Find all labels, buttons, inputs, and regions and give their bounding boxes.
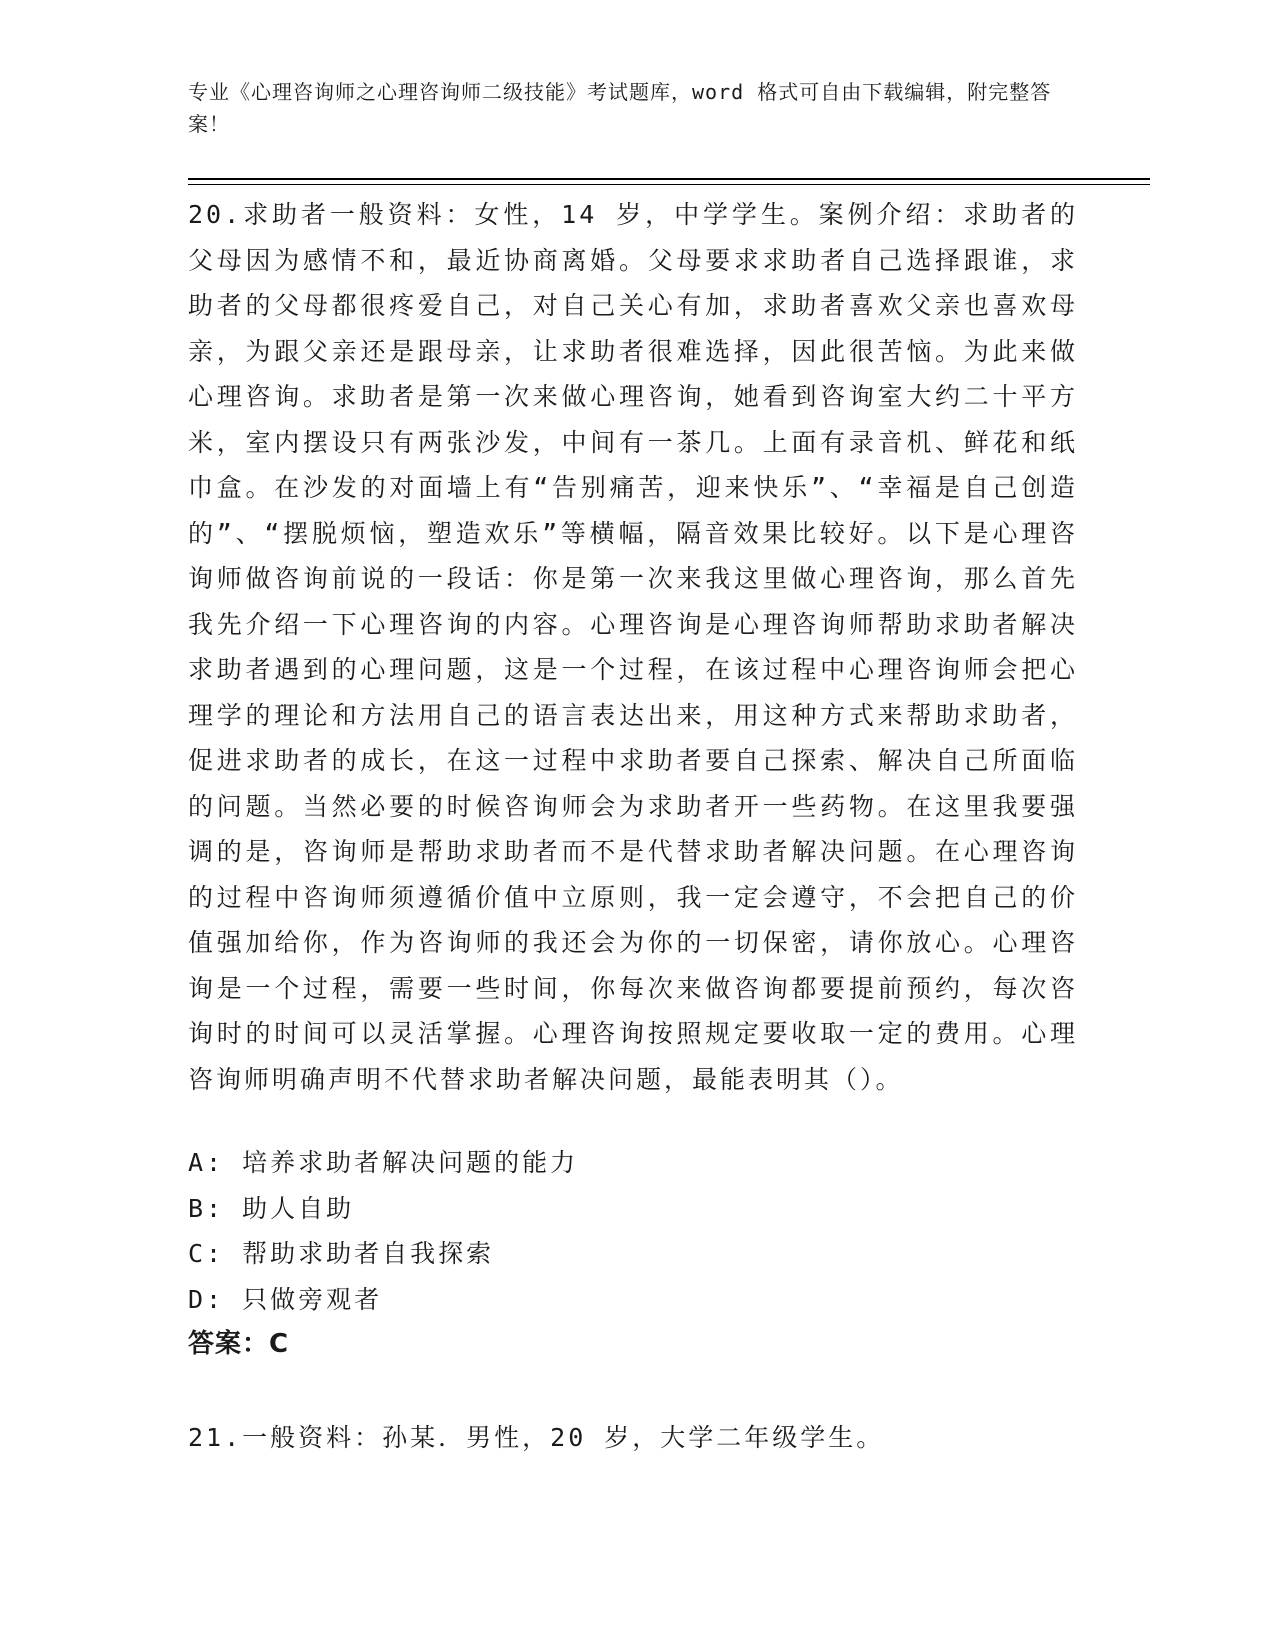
document-header: 专业《心理咨询师之心理咨询师二级技能》考试题库，word 格式可自由下载编辑，附完整答案！ xyxy=(188,80,1052,136)
question-20-answer: 答案：C xyxy=(188,1329,290,1359)
header-divider-thin xyxy=(188,184,1150,185)
option-d: D: 只做旁观者 xyxy=(188,1284,383,1314)
option-c: C: 帮助求助者自我探索 xyxy=(188,1239,495,1268)
option-a: A: 培养求助者解决问题的能力 xyxy=(188,1148,579,1177)
option-b: B: 助人自助 xyxy=(188,1193,355,1223)
header-divider-thick xyxy=(188,178,1150,180)
question-21-text: 21.一般资料：孙某．男性，20 岁，大学二年级学生。 xyxy=(188,1423,885,1452)
question-20-options xyxy=(188,1140,1078,1322)
question-20-text: 20.求助者一般资料：女性，14 岁，中学学生。案例介绍：求助者的父母因为感情不和，最近协商离婚。父母要求求助者自己选择跟谁，求助者的父母都很疼爱自己，对自己关心有加，求助者喜欢父亲也喜欢母亲，为跟父亲还是跟母亲，让求助者很难选择，因此很苦恼。为此来做心理咨询。求助者是第一次来做心理咨询，她看到咨询室大约二十平方米，室内摆设只有两张沙发，中间有一茶几。上面有录音机、鲜花和纸巾盒。在沙发的对面墙上有“告别痛苦，迎来快乐”、“幸福是自己创造的”、“摆脱烦恼，塑造欢乐”等横幅，隔音效果比较好。以下是心理咨询师做咨询前说的一段话：你是第一次来我这里做心理咨询，那么首先我先介绍一下心理咨询的内容。心理咨询是心理咨询师帮助求助者解决求助者遇到的心理问题，这是一个过程，在该过程中心理咨询师会把心理学的理论和方法用自己的语言表达出来，用这种方式来帮助求助者，促进求助者的成长，在这一过程中求助者要自己探索、解决自己所面临的问题。当然必要的时候咨询师会为求助者开一些药物。在这里我要强调的是，咨询师是帮助求助者而不是代替求助者解决问题。在心理咨询的过程中咨询师须遵循价值中立原则，我一定会遵守，不会把自己的价值强加给你，作为咨询师的我还会为你的一切保密，请你放心。心理咨询是一个过程，需要一些时间，你每次来做咨询都要提前预约，每次咨询时的时间可以灵活掌握。心理咨询按照规定要收取一定的费用。心理咨询师明确声明不代替求助者解决问题，最能表明其（）。 xyxy=(188,200,1078,1094)
